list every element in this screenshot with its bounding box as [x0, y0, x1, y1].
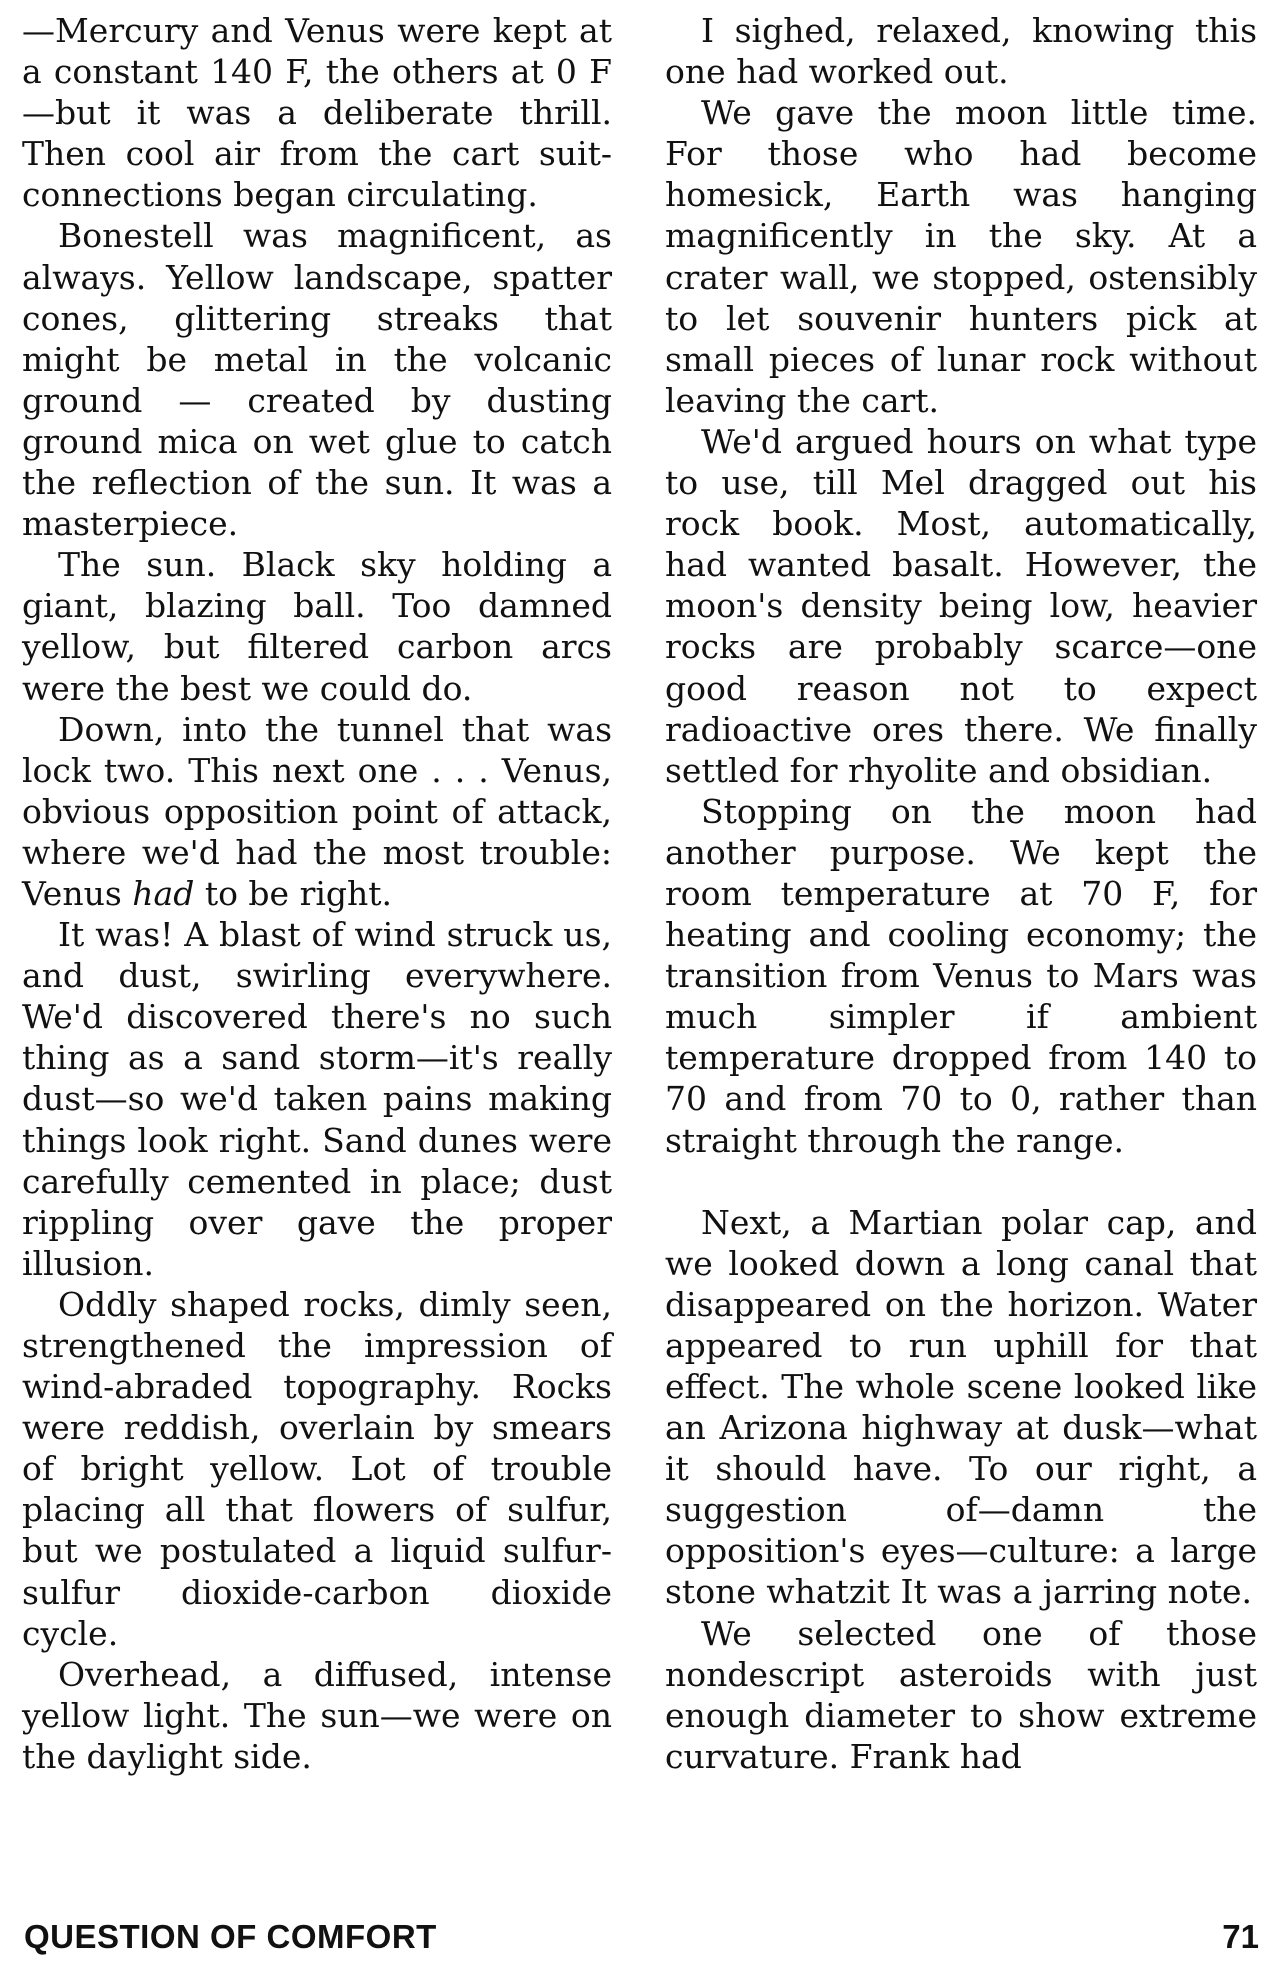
page-number: 71: [1222, 1918, 1259, 1955]
paragraph: It was! A blast of wind struck us, and dust, swirling everywhere. We'd discovered there's no such thing as a sand storm—it's really dust—so we'd taken pains making things look right. Sand dunes were carefully cemented in place; dust rippling over gave the proper illusion.: [22, 915, 612, 1283]
page-footer: [0, 1918, 1283, 1968]
paragraph-text: Down, into the tunnel that was lock two. This next one . . . Venus, obvious opposition point of attack, where we'd had the most trouble: Venus: [22, 709, 612, 913]
emphasized-word: had: [132, 873, 195, 913]
paragraph-venus: [22, 709, 612, 914]
paragraph: We selected one of those nondescript asteroids with just enough diameter to show extreme curvature. Frank had: [665, 1613, 1257, 1776]
paragraph: —Mercury and Venus were kept at a constant 140 F, the others at 0 F—but it was a deliberate thrill. Then cool air from the cart suit-connections began circulating.: [22, 11, 612, 215]
paragraph: I sighed, relaxed, knowing this one had worked out.: [665, 11, 1257, 92]
paragraph: Bonestell was magnificent, as always. Yellow landscape, spatter cones, glittering streaks that might be metal in the volcanic ground — created by dusting ground mica on wet glue to catch the reflection of the sun. It was a masterpiece.: [22, 216, 612, 544]
paragraph: Oddly shaped rocks, dimly seen, strengthened the impression of wind-abraded topography. Rocks were reddish, overlain by smears of bright yellow. Lot of trouble placing all that flowers of sulfur, but we postulated a liquid sulfur-sulfur dioxide-carbon dioxide cycle.: [22, 1284, 612, 1653]
paragraph: We'd argued hours on what type to use, till Mel dragged out his rock book. Most, automatically, had wanted basalt. However, the moon's density being low, heavier rocks are probably scarce—one good reason not to expect radioactive ores there. We finally settled for rhyolite and obsidian.: [665, 421, 1257, 790]
paragraph: Stopping on the moon had another purpose. We kept the room temperature at 70 F, for heating and cooling economy; the transition from Venus to Mars was much simpler if ambient temperature dropped from 140 to 70 and from 70 to 0, rather than straight through the range.: [665, 791, 1257, 1160]
paragraph: Overhead, a diffused, intense yellow light. The sun—we were on the daylight side.: [22, 1654, 612, 1776]
running-title: QUESTION OF COMFORT: [24, 1918, 437, 1955]
paragraph: Next, a Martian polar cap, and we looked down a long canal that disappeared on the horizon. Water appeared to run uphill for that effect. The whole scene looked like an Arizona highway at dusk—what it should have. To our right, a suggestion of—damn the opposition's eyes—culture: a large stone whatzit It was a jarring note.: [665, 1202, 1257, 1612]
right-text-column: [665, 10, 1257, 1777]
paragraph: The sun. Black sky holding a giant, blazing ball. Too damned yellow, but filtered carbon arcs were the best we could do.: [22, 545, 612, 708]
paragraph: We gave the moon little time. For those who had become homesick, Earth was hanging magnificently in the sky. At a crater wall, we stopped, ostensibly to let souvenir hunters pick at small pieces of lunar rock without leaving the cart.: [665, 93, 1257, 420]
paragraph-text: to be right.: [194, 873, 393, 913]
left-text-column: [22, 10, 612, 1777]
